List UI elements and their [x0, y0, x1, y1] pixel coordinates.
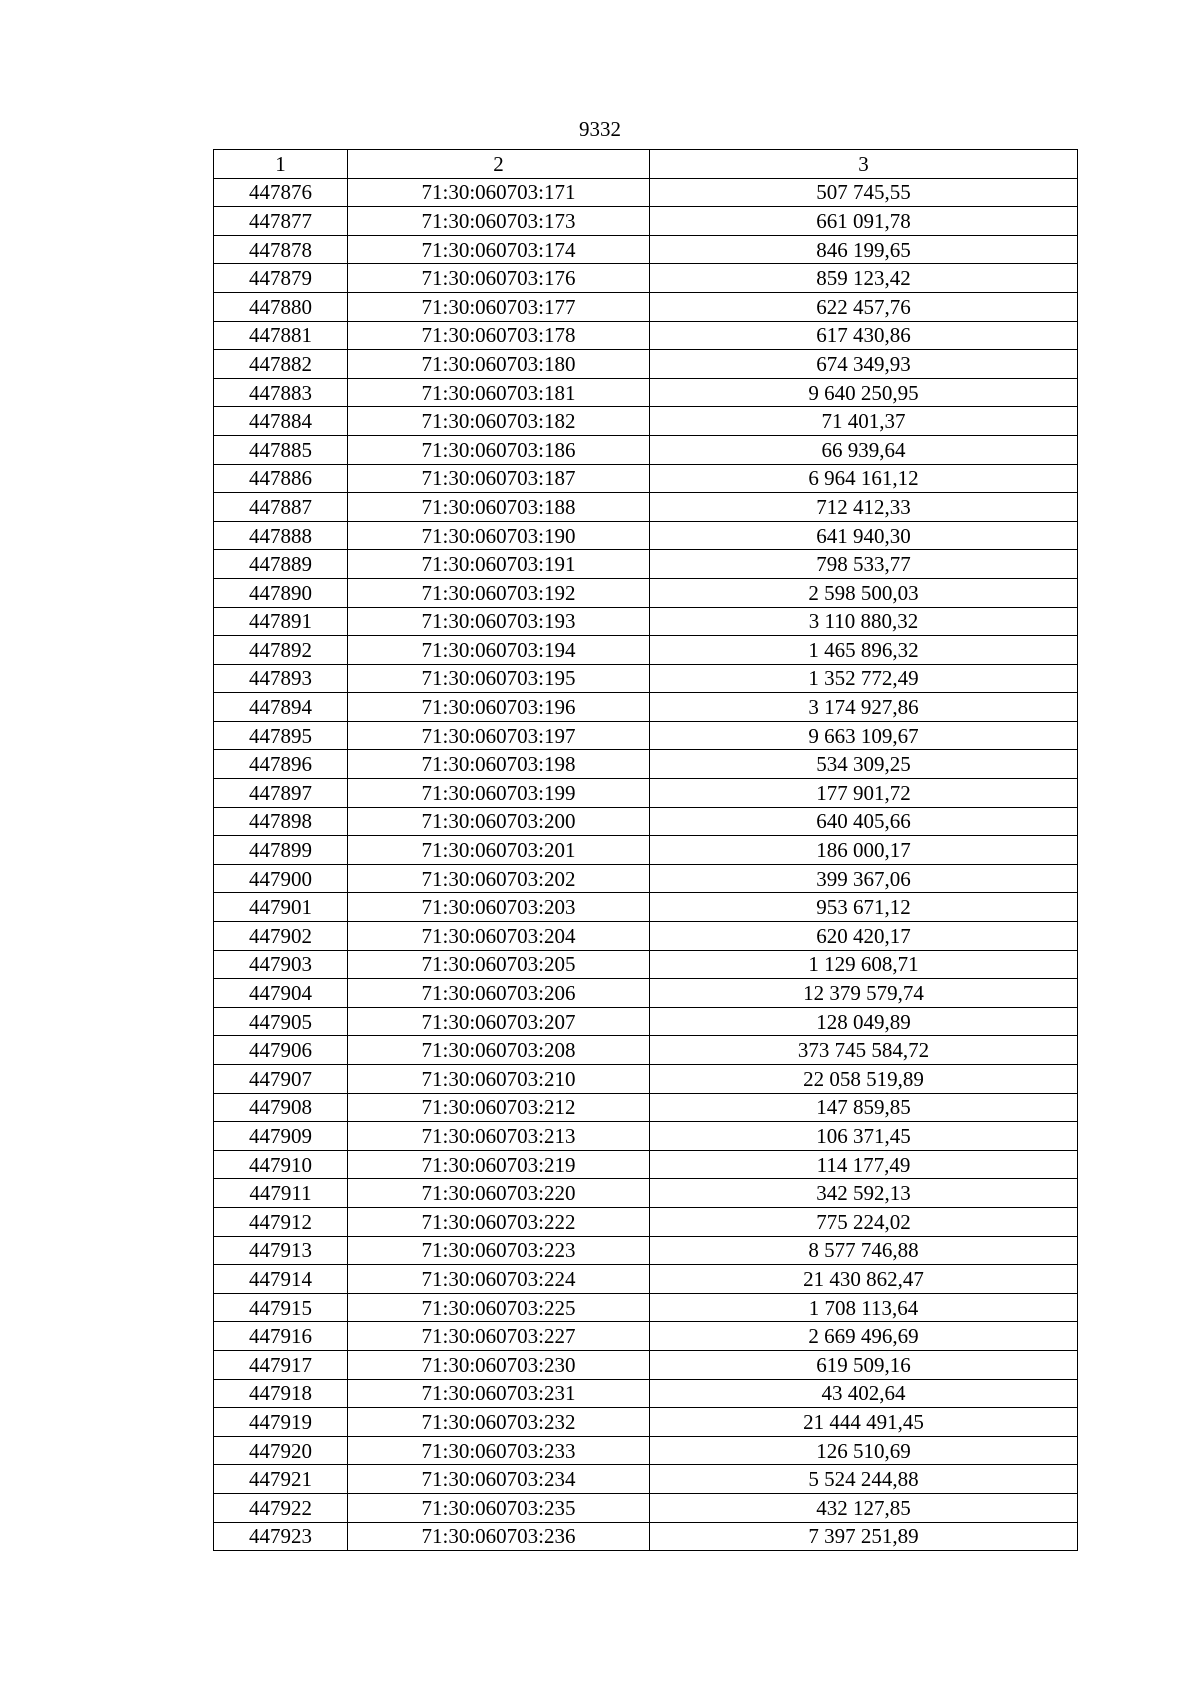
cadastral-number-cell: 71:30:060703:173 — [348, 207, 650, 236]
value-cell: 114 177,49 — [650, 1150, 1078, 1179]
cadastral-number-cell: 71:30:060703:203 — [348, 893, 650, 922]
value-cell: 7 397 251,89 — [650, 1522, 1078, 1551]
cadastral-number-cell: 71:30:060703:180 — [348, 350, 650, 379]
value-cell: 43 402,64 — [650, 1379, 1078, 1408]
cadastral-number-cell: 71:30:060703:230 — [348, 1350, 650, 1379]
row-number-cell: 447906 — [214, 1036, 348, 1065]
table-row — [214, 1436, 1078, 1465]
row-number-cell: 447909 — [214, 1122, 348, 1151]
value-cell: 8 577 746,88 — [650, 1236, 1078, 1265]
row-number-cell: 447919 — [214, 1408, 348, 1437]
value-cell: 106 371,45 — [650, 1122, 1078, 1151]
value-cell: 66 939,64 — [650, 435, 1078, 464]
table-row — [214, 493, 1078, 522]
value-cell: 674 349,93 — [650, 350, 1078, 379]
cadastral-number-cell: 71:30:060703:181 — [348, 378, 650, 407]
table-row — [214, 1179, 1078, 1208]
value-cell: 1 708 113,64 — [650, 1293, 1078, 1322]
row-number-cell: 447910 — [214, 1150, 348, 1179]
cadastral-number-cell: 71:30:060703:197 — [348, 721, 650, 750]
table-row — [214, 292, 1078, 321]
table-row — [214, 1036, 1078, 1065]
value-cell: 775 224,02 — [650, 1207, 1078, 1236]
row-number-cell: 447880 — [214, 292, 348, 321]
column-header-3: 3 — [650, 150, 1078, 179]
row-number-cell: 447884 — [214, 407, 348, 436]
cadastral-number-cell: 71:30:060703:225 — [348, 1293, 650, 1322]
value-cell: 373 745 584,72 — [650, 1036, 1078, 1065]
row-number-cell: 447901 — [214, 893, 348, 922]
value-cell: 399 367,06 — [650, 864, 1078, 893]
value-cell: 619 509,16 — [650, 1350, 1078, 1379]
table-row — [214, 1465, 1078, 1494]
cadastral-number-cell: 71:30:060703:233 — [348, 1436, 650, 1465]
value-cell: 1 129 608,71 — [650, 950, 1078, 979]
value-cell: 126 510,69 — [650, 1436, 1078, 1465]
value-cell: 798 533,77 — [650, 550, 1078, 579]
row-number-cell: 447907 — [214, 1065, 348, 1094]
row-number-cell: 447879 — [214, 264, 348, 293]
cadastral-number-cell: 71:30:060703:202 — [348, 864, 650, 893]
cadastral-number-cell: 71:30:060703:206 — [348, 979, 650, 1008]
table-row — [214, 893, 1078, 922]
table-row — [214, 922, 1078, 951]
cadastral-number-cell: 71:30:060703:212 — [348, 1093, 650, 1122]
row-number-cell: 447889 — [214, 550, 348, 579]
data-table — [213, 149, 1078, 1551]
row-number-cell: 447916 — [214, 1322, 348, 1351]
cadastral-number-cell: 71:30:060703:227 — [348, 1322, 650, 1351]
cadastral-number-cell: 71:30:060703:177 — [348, 292, 650, 321]
cadastral-number-cell: 71:30:060703:194 — [348, 636, 650, 665]
row-number-cell: 447887 — [214, 493, 348, 522]
value-cell: 71 401,37 — [650, 407, 1078, 436]
row-number-cell: 447917 — [214, 1350, 348, 1379]
cadastral-number-cell: 71:30:060703:224 — [348, 1265, 650, 1294]
value-cell: 22 058 519,89 — [650, 1065, 1078, 1094]
value-cell: 617 430,86 — [650, 321, 1078, 350]
value-cell: 128 049,89 — [650, 1007, 1078, 1036]
cadastral-number-cell: 71:30:060703:234 — [348, 1465, 650, 1494]
table-row — [214, 235, 1078, 264]
row-number-cell: 447902 — [214, 922, 348, 951]
row-number-cell: 447899 — [214, 836, 348, 865]
cadastral-number-cell: 71:30:060703:207 — [348, 1007, 650, 1036]
value-cell: 953 671,12 — [650, 893, 1078, 922]
table-row — [214, 607, 1078, 636]
row-number-cell: 447888 — [214, 521, 348, 550]
cadastral-number-cell: 71:30:060703:192 — [348, 578, 650, 607]
value-cell: 6 964 161,12 — [650, 464, 1078, 493]
cadastral-number-cell: 71:30:060703:205 — [348, 950, 650, 979]
table-row — [214, 1150, 1078, 1179]
table-row — [214, 264, 1078, 293]
cadastral-number-cell: 71:30:060703:208 — [348, 1036, 650, 1065]
table-row — [214, 779, 1078, 808]
row-number-cell: 447905 — [214, 1007, 348, 1036]
row-number-cell: 447897 — [214, 779, 348, 808]
value-cell: 622 457,76 — [650, 292, 1078, 321]
row-number-cell: 447878 — [214, 235, 348, 264]
row-number-cell: 447908 — [214, 1093, 348, 1122]
value-cell: 507 745,55 — [650, 178, 1078, 207]
cadastral-number-cell: 71:30:060703:213 — [348, 1122, 650, 1151]
table-row — [214, 864, 1078, 893]
value-cell: 2 669 496,69 — [650, 1322, 1078, 1351]
value-cell: 712 412,33 — [650, 493, 1078, 522]
row-number-cell: 447898 — [214, 807, 348, 836]
table-row — [214, 636, 1078, 665]
table-row — [214, 521, 1078, 550]
cadastral-number-cell: 71:30:060703:223 — [348, 1236, 650, 1265]
table-row — [214, 550, 1078, 579]
cadastral-number-cell: 71:30:060703:190 — [348, 521, 650, 550]
cadastral-number-cell: 71:30:060703:219 — [348, 1150, 650, 1179]
table-row — [214, 435, 1078, 464]
cadastral-number-cell: 71:30:060703:210 — [348, 1065, 650, 1094]
table-row — [214, 407, 1078, 436]
table-row — [214, 836, 1078, 865]
value-cell: 342 592,13 — [650, 1179, 1078, 1208]
table-row — [214, 807, 1078, 836]
table-row — [214, 664, 1078, 693]
row-number-cell: 447883 — [214, 378, 348, 407]
column-header-2: 2 — [348, 150, 650, 179]
table-row — [214, 1065, 1078, 1094]
cadastral-number-cell: 71:30:060703:201 — [348, 836, 650, 865]
value-cell: 640 405,66 — [650, 807, 1078, 836]
row-number-cell: 447895 — [214, 721, 348, 750]
row-number-cell: 447890 — [214, 578, 348, 607]
value-cell: 3 110 880,32 — [650, 607, 1078, 636]
value-cell: 5 524 244,88 — [650, 1465, 1078, 1494]
table-row — [214, 693, 1078, 722]
row-number-cell: 447894 — [214, 693, 348, 722]
table-row — [214, 979, 1078, 1008]
row-number-cell: 447876 — [214, 178, 348, 207]
row-number-cell: 447920 — [214, 1436, 348, 1465]
table-row — [214, 1093, 1078, 1122]
value-cell: 534 309,25 — [650, 750, 1078, 779]
value-cell: 21 444 491,45 — [650, 1408, 1078, 1437]
row-number-cell: 447903 — [214, 950, 348, 979]
row-number-cell: 447904 — [214, 979, 348, 1008]
row-number-cell: 447921 — [214, 1465, 348, 1494]
table-row — [214, 1379, 1078, 1408]
value-cell: 2 598 500,03 — [650, 578, 1078, 607]
table-row — [214, 464, 1078, 493]
row-number-cell: 447893 — [214, 664, 348, 693]
row-number-cell: 447923 — [214, 1522, 348, 1551]
cadastral-number-cell: 71:30:060703:199 — [348, 779, 650, 808]
column-header-1: 1 — [214, 150, 348, 179]
row-number-cell: 447882 — [214, 350, 348, 379]
page-number: 9332 — [579, 117, 621, 141]
row-number-cell: 447896 — [214, 750, 348, 779]
row-number-cell: 447886 — [214, 464, 348, 493]
cadastral-number-cell: 71:30:060703:222 — [348, 1207, 650, 1236]
row-number-cell: 447913 — [214, 1236, 348, 1265]
value-cell: 3 174 927,86 — [650, 693, 1078, 722]
cadastral-number-cell: 71:30:060703:196 — [348, 693, 650, 722]
cadastral-number-cell: 71:30:060703:182 — [348, 407, 650, 436]
value-cell: 1 465 896,32 — [650, 636, 1078, 665]
table-row — [214, 750, 1078, 779]
cadastral-number-cell: 71:30:060703:220 — [348, 1179, 650, 1208]
table-row — [214, 1522, 1078, 1551]
row-number-cell: 447914 — [214, 1265, 348, 1294]
table-row — [214, 1007, 1078, 1036]
cadastral-number-cell: 71:30:060703:232 — [348, 1408, 650, 1437]
row-number-cell: 447918 — [214, 1379, 348, 1408]
cadastral-number-cell: 71:30:060703:191 — [348, 550, 650, 579]
row-number-cell: 447892 — [214, 636, 348, 665]
row-number-cell: 447922 — [214, 1493, 348, 1522]
row-number-cell: 447912 — [214, 1207, 348, 1236]
table-row — [214, 178, 1078, 207]
cadastral-number-cell: 71:30:060703:176 — [348, 264, 650, 293]
cadastral-number-cell: 71:30:060703:171 — [348, 178, 650, 207]
table-row — [214, 1408, 1078, 1437]
cadastral-number-cell: 71:30:060703:198 — [348, 750, 650, 779]
value-cell: 147 859,85 — [650, 1093, 1078, 1122]
table-row — [214, 950, 1078, 979]
value-cell: 9 640 250,95 — [650, 378, 1078, 407]
table-row — [214, 1122, 1078, 1151]
cadastral-number-cell: 71:30:060703:186 — [348, 435, 650, 464]
cadastral-number-cell: 71:30:060703:235 — [348, 1493, 650, 1522]
value-cell: 12 379 579,74 — [650, 979, 1078, 1008]
row-number-cell: 447877 — [214, 207, 348, 236]
row-number-cell: 447900 — [214, 864, 348, 893]
row-number-cell: 447911 — [214, 1179, 348, 1208]
table-body — [214, 178, 1078, 1551]
row-number-cell: 447881 — [214, 321, 348, 350]
row-number-cell: 447915 — [214, 1293, 348, 1322]
cadastral-number-cell: 71:30:060703:187 — [348, 464, 650, 493]
value-cell: 641 940,30 — [650, 521, 1078, 550]
value-cell: 186 000,17 — [650, 836, 1078, 865]
cadastral-number-cell: 71:30:060703:188 — [348, 493, 650, 522]
cadastral-number-cell: 71:30:060703:204 — [348, 922, 650, 951]
table-row — [214, 378, 1078, 407]
value-cell: 9 663 109,67 — [650, 721, 1078, 750]
cadastral-number-cell: 71:30:060703:195 — [348, 664, 650, 693]
table-row — [214, 721, 1078, 750]
cadastral-number-cell: 71:30:060703:193 — [348, 607, 650, 636]
value-cell: 432 127,85 — [650, 1493, 1078, 1522]
table-row — [214, 1265, 1078, 1294]
table-row — [214, 321, 1078, 350]
cadastral-number-cell: 71:30:060703:200 — [348, 807, 650, 836]
table-row — [214, 1236, 1078, 1265]
value-cell: 1 352 772,49 — [650, 664, 1078, 693]
table-row — [214, 578, 1078, 607]
value-cell: 177 901,72 — [650, 779, 1078, 808]
table-row — [214, 207, 1078, 236]
value-cell: 21 430 862,47 — [650, 1265, 1078, 1294]
row-number-cell: 447891 — [214, 607, 348, 636]
value-cell: 620 420,17 — [650, 922, 1078, 951]
value-cell: 661 091,78 — [650, 207, 1078, 236]
table-row — [214, 1350, 1078, 1379]
value-cell: 846 199,65 — [650, 235, 1078, 264]
value-cell: 859 123,42 — [650, 264, 1078, 293]
table-row — [214, 1493, 1078, 1522]
cadastral-number-cell: 71:30:060703:174 — [348, 235, 650, 264]
row-number-cell: 447885 — [214, 435, 348, 464]
table-header-row — [214, 150, 1078, 179]
table-row — [214, 1293, 1078, 1322]
table-row — [214, 1207, 1078, 1236]
table-row — [214, 350, 1078, 379]
table-row — [214, 1322, 1078, 1351]
cadastral-number-cell: 71:30:060703:236 — [348, 1522, 650, 1551]
cadastral-number-cell: 71:30:060703:178 — [348, 321, 650, 350]
cadastral-number-cell: 71:30:060703:231 — [348, 1379, 650, 1408]
